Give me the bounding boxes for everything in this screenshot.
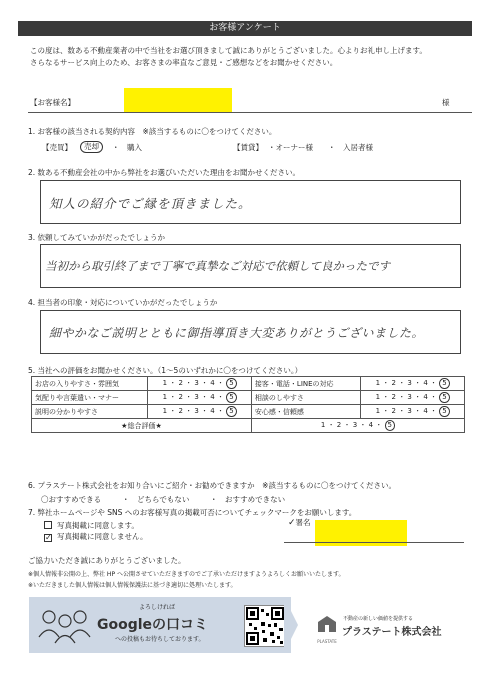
q6-title: 6. プラステート株式会社をお知り合いにご紹介・お勧めできますか ※該当するものに〇をつけてください。 [28,481,396,490]
rating-scale[interactable]: 1 ・ 2 ・ 3 ・ 4 ・ 5 [361,391,465,405]
q7-option-agree[interactable]: 写真掲載に同意します。 [44,521,139,531]
q3-answer: 当初から取引終了まで丁寧で真摯なご対応で依頼して良かったです [45,259,390,273]
q5-title: 5. 当社への評価をお聞かせください。（1～5のいずれかに〇をつけてください。） [28,366,303,375]
q2-answer-box[interactable] [40,180,461,224]
q3-title: 3. 依頼してみていかがだったでしょうか [28,233,166,242]
intro-line-2: さらなるサービス向上のため、お客さまの率直なご意見・ご感想などをお聞かせください。 [30,58,338,67]
q1-rent-option-tenant[interactable]: ・ 入居者様 [328,143,373,152]
q1-sale-label: 【売買】 [42,143,72,152]
logo-text: PLASTATE [317,639,337,644]
q1-rent-option-owner[interactable]: ・オーナー様 [268,143,313,152]
survey-header [18,21,472,36]
rating-scale[interactable]: 1 ・ 2 ・ 3 ・ 4 ・ 5 [361,377,465,391]
checkbox-checked-icon[interactable]: ✓ [45,533,52,542]
company-name: プラステート株式会社 [342,627,442,638]
rating-item-label: 相談のしやすさ [251,391,360,405]
banner-small-text: よろしければ [139,604,176,611]
rating-circled-5: 5 [439,406,449,417]
q7-sign-label: ✓署名 [288,518,311,528]
rating-circled-5: 5 [439,378,449,389]
q4-title: 4. 担当者の印象・対応についていかがだったでしょうか [28,298,218,307]
q1-sale-option-buy[interactable]: ・ 購入 [112,143,142,152]
q7-title: 7. 弊社ホームページや SNS へのお客様写真の掲載可否についてチェックマークをお願いします。 [28,508,357,517]
q3-answer-box[interactable] [40,244,461,288]
rating-row [32,391,465,405]
customer-name-suffix: 様 [442,98,450,107]
name-underline [28,112,472,113]
q4-answer: 細やかなご説明とともに御指導頂き大変ありがとうございました。 [49,326,425,340]
banner-subtext: への投稿もお待ちしております。 [115,636,205,643]
rating-item-label: お店の入りやすさ・雰囲気 [32,377,148,391]
rating-row [32,377,465,391]
rating-scale[interactable]: 1 ・ 2 ・ 3 ・ 4 ・ 5 [148,377,252,391]
rating-item-label: 気配りや言葉遣い・マナー [32,391,148,405]
rating-circled-5: 5 [385,420,395,431]
q2-answer: 知人の紹介でご縁を頂きました。 [49,196,252,211]
rating-item-label: 説明の分かりやすさ [32,405,148,419]
q2-title: 2. 数ある不動産会社の中から弊社をお選びいただいた理由をお聞かせください。 [28,168,301,177]
thanks-message: ご協力いただき誠にありがとうございました。 [28,556,186,565]
q5-rating-table [31,376,465,433]
page-title: お客様アンケート [209,23,281,33]
rating-circled-5: 5 [226,406,236,417]
q6-option-recommend[interactable]: 〇おすすめできる [41,495,102,504]
customer-name-redaction [124,88,232,113]
signature-underline [284,542,464,543]
people-icon [35,605,93,645]
banner-title: Googleの口コミ [97,617,209,633]
q1-sale-selected [80,141,103,153]
rating-item-label: 安心感・信頼感 [251,405,360,419]
overall-rating-label: ★総合評価★ [32,419,252,433]
qr-pattern [245,606,285,646]
q7-option-disagree[interactable]: ✓ 写真掲載に同意しません。 [45,532,148,542]
q1-sale-option-sell[interactable]: 売却 [80,141,103,153]
note-2: ※いただきました個人情報は個人情報保護法に基づき適切に処理いたします。 [28,582,237,589]
overall-rating-scale[interactable]: 1 ・ 2 ・ 3 ・ 4 ・ 5 [251,419,464,433]
q6-option-neutral[interactable]: ・ どちらでもない [122,495,190,504]
rating-item-label: 接客・電話・LINEの対応 [251,377,360,391]
q4-answer-box[interactable] [40,310,461,354]
rating-scale[interactable]: 1 ・ 2 ・ 3 ・ 4 ・ 5 [148,391,252,405]
note-1: ※個人情報非公開の上、弊社 HP へ公開させていただきますのでご了承いただけますようよろしくお願いいたします。 [28,571,345,578]
intro-line-1: この度は、数ある不動産業者の中で当社をお選び頂きまして誠にありがとうございました。心よりお礼申し上げます。 [30,46,427,55]
rating-circled-5: 5 [226,392,236,403]
company-logo [317,615,337,644]
banner-arrow [284,597,298,653]
rating-circled-5: 5 [439,392,449,403]
rating-row [32,405,465,419]
rating-row-overall [32,419,465,433]
company-tagline: 不動産の新しい価値を提供する [343,616,414,622]
checkbox-empty-icon[interactable] [44,521,52,529]
plastate-logo-icon [317,615,337,635]
check-mark-icon: ✓ [288,518,296,528]
qr-code-icon[interactable] [244,605,286,647]
rating-scale[interactable]: 1 ・ 2 ・ 3 ・ 4 ・ 5 [148,405,252,419]
customer-name-label: 【お客様名】 [30,98,75,107]
rating-scale[interactable]: 1 ・ 2 ・ 3 ・ 4 ・ 5 [361,405,465,419]
q1-title: 1. お客様の該当される契約内容 ※該当するものに〇をつけてください。 [28,127,277,136]
q6-option-not-recommend[interactable]: ・ おすすめできない [210,495,286,504]
rating-circled-5: 5 [226,378,236,389]
q1-rent-label: 【賃貸】 [233,143,263,152]
